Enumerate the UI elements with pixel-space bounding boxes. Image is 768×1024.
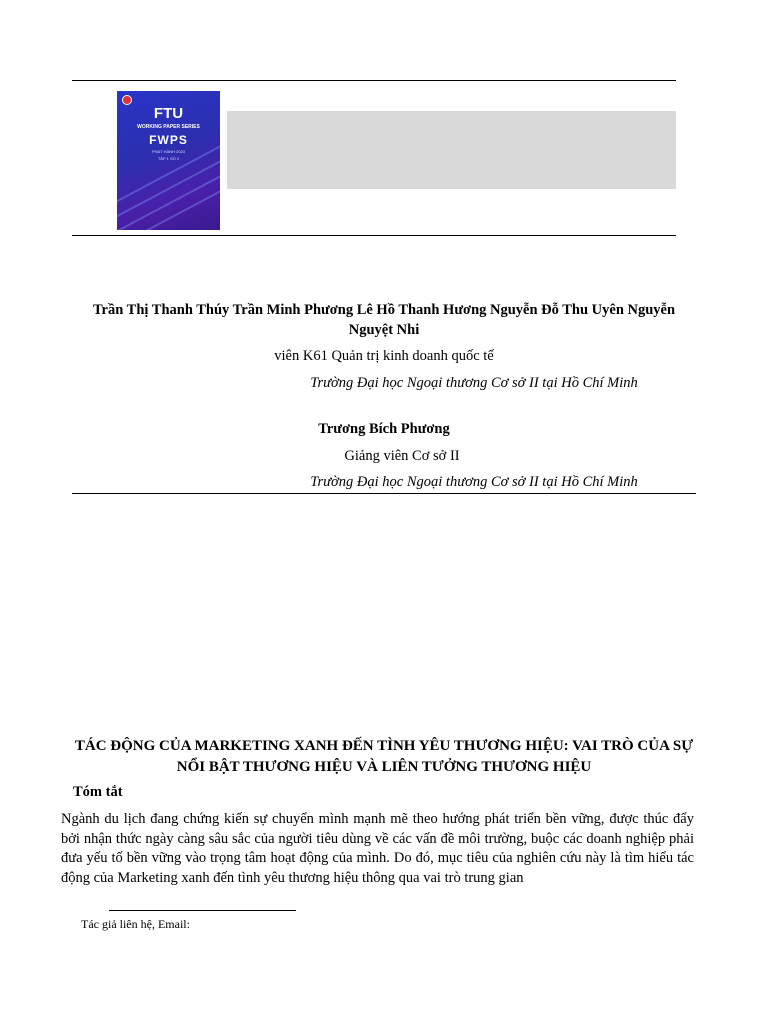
fwps-cover-image	[117, 91, 220, 230]
header-top-rule	[72, 80, 676, 81]
header-bottom-rule	[72, 235, 676, 236]
footnote-rule	[109, 910, 296, 911]
cover-acronym: FWPS	[149, 133, 188, 147]
footnote-text: Tác giả liên hệ, Email:	[81, 917, 190, 931]
abstract-heading: Tóm tắt	[73, 784, 123, 800]
paper-title: TÁC ĐỘNG CỦA MARKETING XANH ĐẾN TÌNH YÊU THƯƠNG HIỆU: VAI TRÒ CỦA SỰ NỔI BẬT THƯƠNG HIỆU VÀ LIÊN TƯỞNG THƯƠNG HIỆU	[74, 738, 694, 775]
author-list: Trần Thị Thanh Thúy Trần Minh Phương Lê Hồ Thanh Hương Nguyễn Đỗ Thu Uyên Nguyễn Nguyệt Nhi	[92, 302, 676, 338]
advisor-school: Trường Đại học Ngoại thương Cơ sở II tại Hồ Chí Minh	[310, 474, 638, 490]
cover-series: WORKING PAPER SERIES	[137, 124, 200, 130]
ftu-logo-icon	[122, 95, 132, 105]
author-affiliation: viên K61 Quản trị kinh doanh quốc tế	[274, 348, 494, 364]
cover-edition: PHÁT HÀNH 2023	[151, 149, 186, 154]
author-school: Trường Đại học Ngoại thương Cơ sở II tại Hồ Chí Minh	[310, 375, 638, 391]
abstract-paragraph: Ngành du lịch đang chứng kiến sự chuyển mình mạnh mẽ theo hướng phát triển bền vững, được thúc đẩy bởi nhận thức ngày càng sâu sắc của người tiêu dùng về các vấn đề môi trường, buộc các doanh nghiệp phải đưa yếu tố bền vững vào trọng tâm hoạt động của mình. Do đó, mục tiêu của nghiên cứu này là tìm hiểu tác động của Marketing xanh đến tình yêu thương hiệu thông qua vai trò trung gian	[61, 811, 694, 886]
authors-bottom-rule	[72, 493, 696, 494]
advisor-role: Giảng viên Cơ sở II	[344, 448, 460, 464]
header-placeholder-box	[227, 111, 676, 189]
cover-volume: TẬP 1 SỐ 2	[157, 156, 180, 161]
cover-brand: FTU	[153, 105, 184, 122]
advisor-name: Trương Bích Phương	[318, 421, 450, 437]
